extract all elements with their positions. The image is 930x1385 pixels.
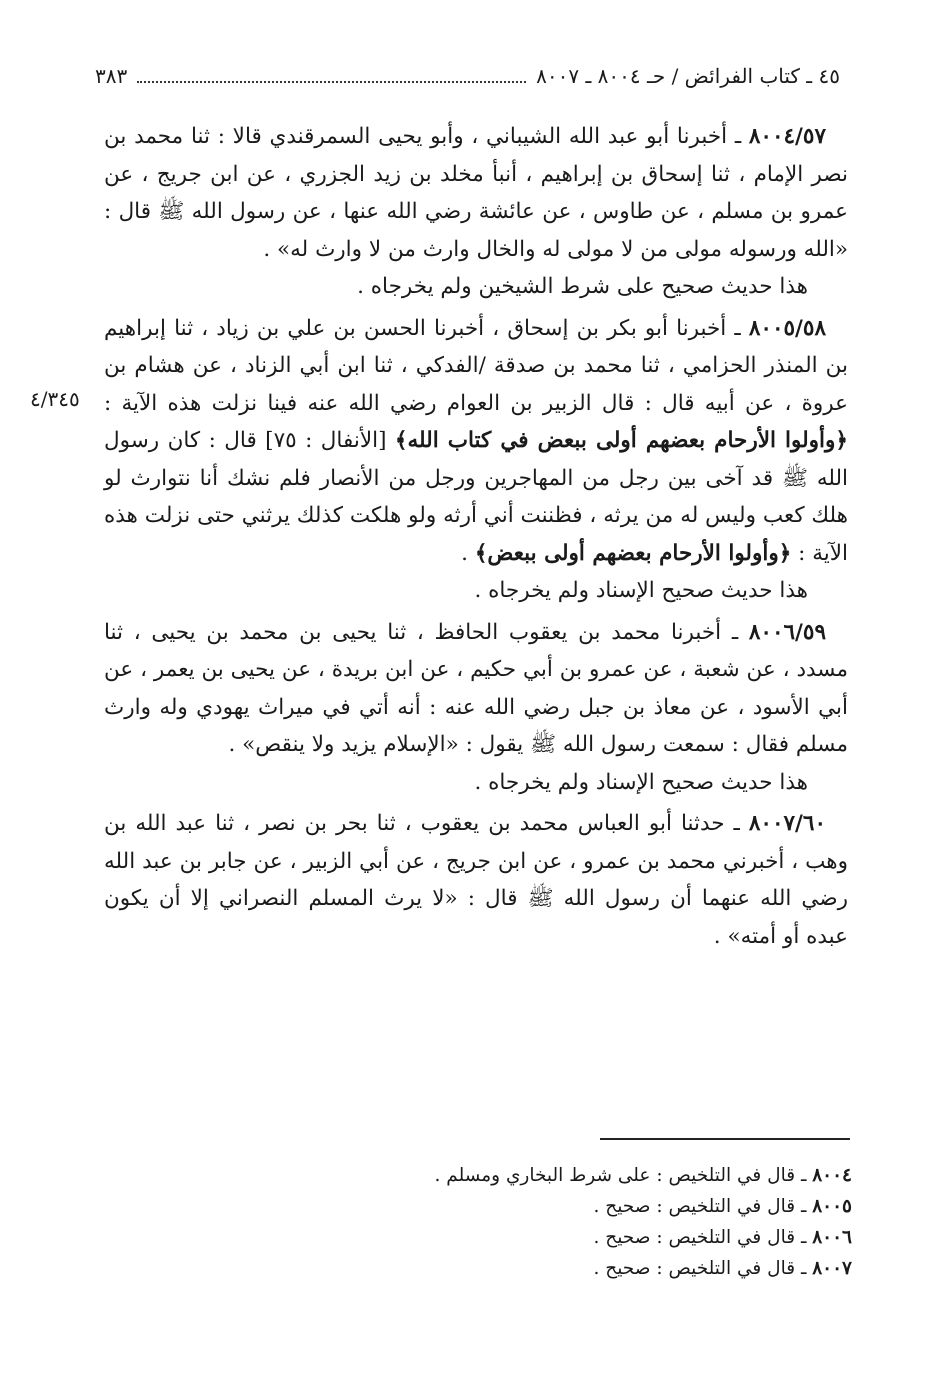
quran-verse: ﴿وأولوا الأرحام بعضهم أولى ببعض﴾: [474, 540, 792, 566]
quran-verse: ﴿وأولوا الأرحام بعضهم أولى ببعض في كتاب الله﴾: [394, 428, 849, 453]
main-text: [104, 118, 848, 955]
footnote-number: ٨٠٠٤: [812, 1165, 852, 1186]
footnote-text: ـ قال في التلخيص : صحيح .: [593, 1227, 813, 1248]
hadith-text: ـ أخبرنا أبو بكر بن إسحاق ، أخبرنا الحسن بن علي بن زياد ، ثنا إبراهيم بن المنذر الحزامي ، ثنا محمد بن صدقة /الفدكي ، ثنا ابن أبي الزناد ، عن هشام بن عروة ، عن أبيه قال : قال الزبير بن العوام رضي الله عنه فينا نزلت هذه الآية :: [104, 315, 848, 416]
footnote-item: [252, 1191, 852, 1222]
hadith-verdict: هذا حديث صحيح الإسناد ولم يخرجاه .: [474, 769, 808, 795]
hadith-text: ـ حدثنا أبو العباس محمد بن يعقوب ، ثنا بحر بن نصر ، ثنا عبد الله بن وهب ، أخبرني محمد بن عمرو ، عن ابن جريج ، عن أبي الزبير ، عن جابر بن عبد الله رضي الله عنهما أن رسول الله ﷺ قال : «لا يرث المسلم النصراني إلا أن يكون عبده أو أمته» .: [104, 811, 848, 949]
hadith-number: ٨٠٠٥/٥٨: [748, 315, 826, 341]
footnote-text: ـ قال في التلخيص : صحيح .: [593, 1258, 813, 1279]
margin-reference: ٤/٣٤٥: [30, 387, 80, 411]
hadith-text: [الأنفال : ٧٥] قال : كان رسول الله ﷺ قد آخى بين رجل من المهاجرين ورجل من الأنصار فلم نشك أنا نتوارث لو هلك كعب وليس له من يرثه ، فظننت أني أرثه ولو هلكت كذلك يرثني حتى نزلت هذه الآية :: [104, 428, 848, 566]
hadith-number: ٨٠٠٤/٥٧: [748, 124, 826, 149]
chapter-title: ٤٥ ـ كتاب الفرائض / حـ ٨٠٠٤ ـ ٨٠٠٧: [536, 64, 840, 88]
hadith-8007: [104, 805, 848, 955]
footnote-separator: [600, 1138, 850, 1140]
hadith-text: ـ أخبرنا أبو عبد الله الشيباني ، وأبو يحيى السمرقندي قالا : ثنا محمد بن نصر الإمام ، ثنا إسحاق بن إبراهيم ، أنبأ مخلد بن زيد الجزري ، عن ابن جريج ، عن عمرو بن مسلم ، عن طاوس ، عن عائشة رضي الله عنها ، عن رسول الله ﷺ قال : «الله ورسوله مولى من لا مولى له والخال وارث من لا وارث له» .: [104, 124, 848, 262]
footnote-text: ـ قال في التلخيص : على شرط البخاري ومسلم .: [434, 1165, 813, 1186]
hadith-number: ٨٠٠٧/٦٠: [748, 811, 826, 836]
hadith-8006: [104, 614, 848, 764]
hadith-verdict: هذا حديث صحيح على شرط الشيخين ولم يخرجاه .: [357, 274, 808, 299]
page-number: ٣٨٣: [95, 64, 128, 88]
running-header: [95, 58, 840, 94]
hadith-number: ٨٠٠٦/٥٩: [748, 619, 826, 645]
hadith-text: ـ أخبرنا محمد بن يعقوب الحافظ ، ثنا يحيى بن محمد بن يحيى ، ثنا مسدد ، عن شعبة ، عن عمرو بن أبي حكيم ، عن ابن بريدة ، عن يحيى بن يعمر ، عن أبي الأسود ، عن معاذ بن جبل رضي الله عنه : أنه أتي في ميراث يهودي وله وارث مسلم فقال : سمعت رسول الله ﷺ يقول : «الإسلام يزيد ولا ينقص» .: [104, 619, 848, 757]
hadith-8005: [104, 310, 848, 573]
footnote-number: ٨٠٠٥: [812, 1196, 852, 1217]
footnote-item: [252, 1160, 852, 1191]
hadith-verdict: هذا حديث صحيح الإسناد ولم يخرجاه .: [474, 578, 808, 603]
footnote-number: ٨٠٠٦: [812, 1227, 852, 1248]
footnote-text: ـ قال في التلخيص : صحيح .: [593, 1196, 813, 1217]
footnotes: [252, 1160, 852, 1284]
footnote-item: [252, 1222, 852, 1253]
header-dot-leader: [137, 81, 526, 83]
footnote-number: ٨٠٠٧: [812, 1258, 852, 1279]
hadith-text: .: [461, 540, 475, 566]
hadith-8004: [104, 118, 848, 268]
footnote-item: [252, 1253, 852, 1284]
